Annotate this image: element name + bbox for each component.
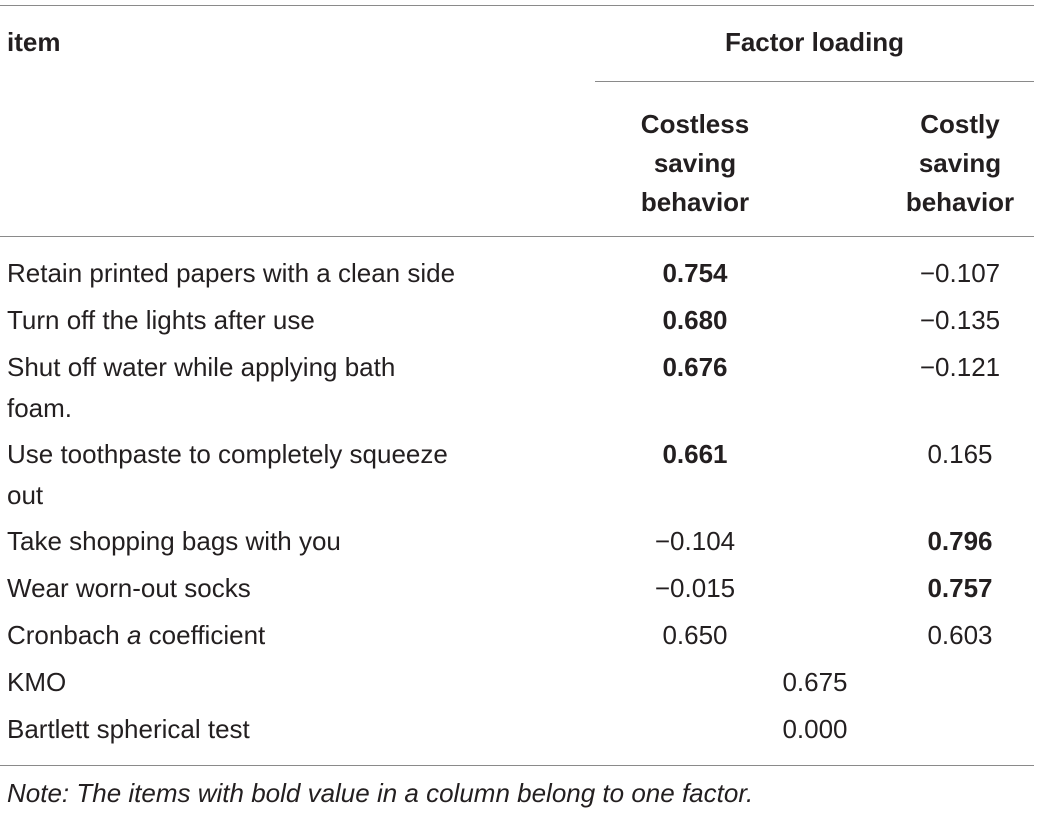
header-rule: [0, 236, 1034, 237]
row-item-label: Turn off the lights after use: [7, 305, 315, 335]
factor-loading-header: Factor loading: [724, 27, 905, 57]
cronbach-label-suffix: coefficient: [141, 620, 266, 650]
alpha-symbol: a: [126, 620, 142, 650]
costless-value: −0.104: [654, 526, 736, 556]
costly-value: 0.165: [927, 439, 993, 469]
costless-header-line-1: Costless: [640, 109, 750, 139]
row-item-label: Take shopping bags with you: [7, 526, 341, 556]
table-note: Note: The items with bold value in a column belong to one factor.: [7, 778, 754, 808]
costly-value: −0.121: [919, 352, 1001, 382]
costly-header-line-3: behavior: [905, 187, 1015, 217]
row-item-label-continued: out: [7, 480, 44, 510]
top-rule: [0, 5, 1034, 6]
costly-cronbach-value: 0.603: [927, 620, 993, 650]
row-item-label: Use toothpaste to completely squeeze: [7, 439, 448, 469]
cronbach-label: [7, 615, 265, 655]
row-item-label: Shut off water while applying bath: [7, 352, 396, 382]
costly-value: 0.757: [927, 573, 993, 603]
row-item-label: Wear worn-out socks: [7, 573, 251, 603]
costless-value: −0.015: [654, 573, 736, 603]
costless-header-line-3: behavior: [640, 187, 750, 217]
costless-value: 0.661: [662, 439, 728, 469]
cronbach-label-prefix: Cronbach: [7, 620, 127, 650]
bartlett-value: 0.000: [782, 714, 848, 744]
costless-value: 0.754: [662, 258, 728, 288]
costly-header-line-2: saving: [918, 148, 1002, 178]
kmo-label: KMO: [7, 667, 67, 697]
row-item-label: Retain printed papers with a clean side: [7, 258, 456, 288]
bottom-rule: [0, 765, 1034, 766]
costless-cronbach-value: 0.650: [662, 620, 728, 650]
costless-value: 0.680: [662, 305, 728, 335]
costly-header-line-1: Costly: [920, 109, 1000, 139]
costly-value: −0.135: [919, 305, 1001, 335]
kmo-value: 0.675: [782, 667, 848, 697]
costly-value: −0.107: [919, 258, 1001, 288]
costly-value: 0.796: [927, 526, 993, 556]
row-item-label-continued: foam.: [7, 393, 73, 423]
item-header: item: [7, 27, 61, 57]
costless-value: 0.676: [662, 352, 728, 382]
group-rule: [595, 81, 1034, 82]
bartlett-label: Bartlett spherical test: [7, 714, 250, 744]
costless-header-line-2: saving: [653, 148, 737, 178]
